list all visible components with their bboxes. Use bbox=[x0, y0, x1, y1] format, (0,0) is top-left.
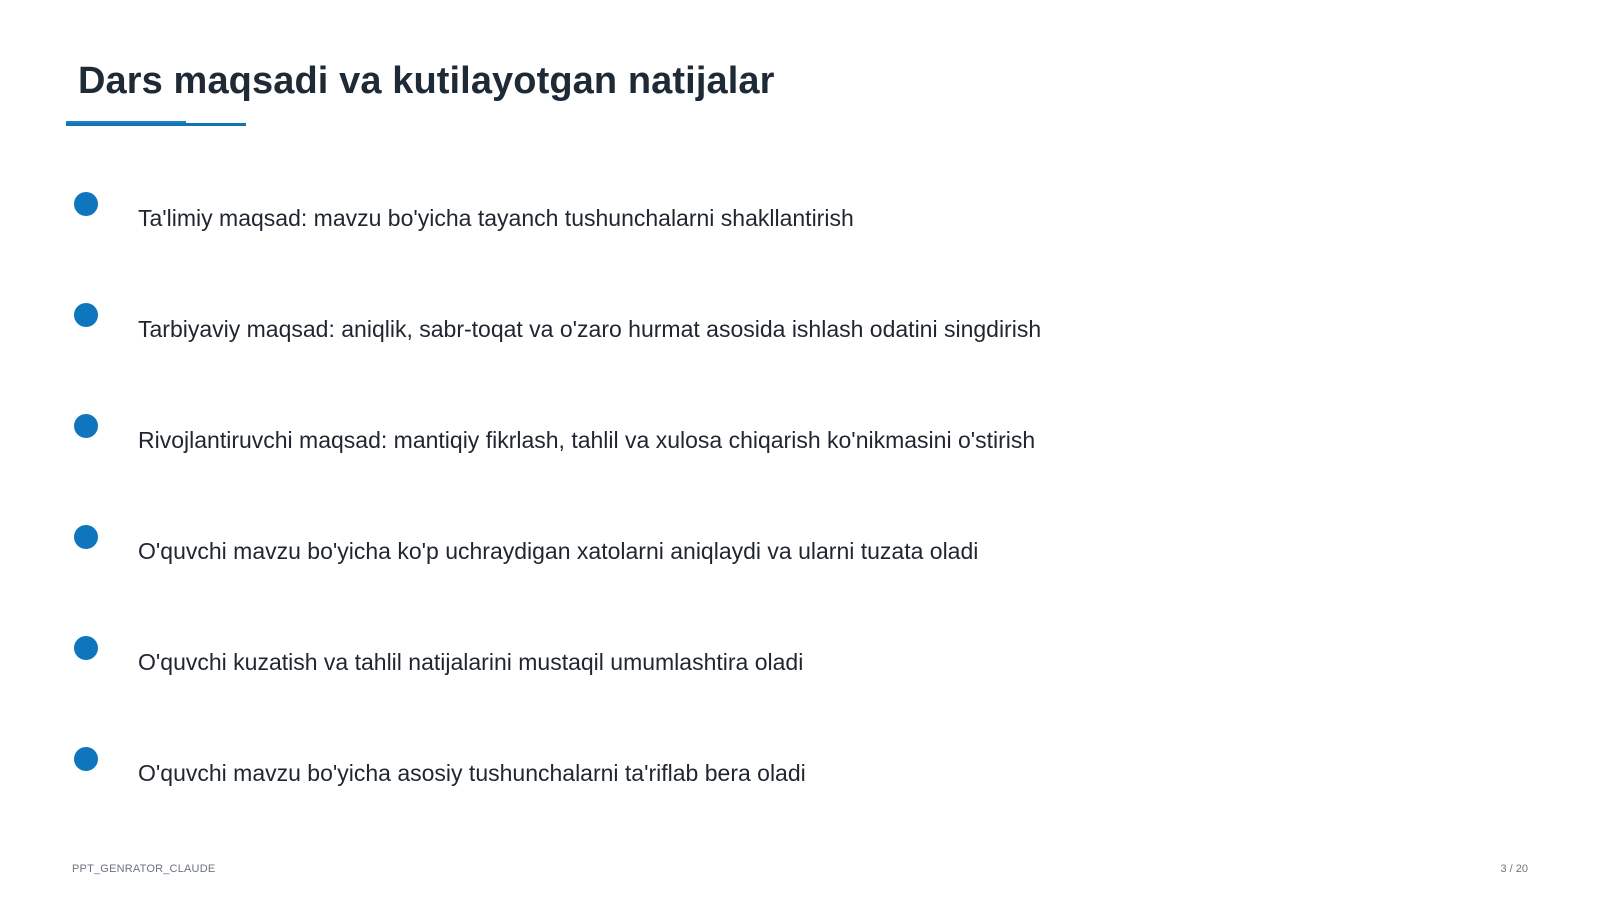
list-item bbox=[0, 525, 1500, 585]
list-item bbox=[0, 414, 1500, 474]
footer-source-label: PPT_GENRATOR_CLAUDE bbox=[72, 863, 216, 875]
list-item bbox=[0, 747, 1500, 807]
bullet-text: O'quvchi kuzatish va tahlil natijalarini mustaqil umumlashtira oladi bbox=[138, 649, 804, 675]
bullet-dot-icon bbox=[74, 636, 98, 660]
bullet-dot-icon bbox=[74, 414, 98, 438]
bullet-dot-icon bbox=[74, 525, 98, 549]
bullet-text: O'quvchi mavzu bo'yicha asosiy tushunchalarni ta'riflab bera oladi bbox=[138, 760, 806, 786]
list-item bbox=[0, 636, 1500, 696]
bullet-text: Rivojlantiruvchi maqsad: mantiqiy fikrlash, tahlil va xulosa chiqarish ko'nikmasini o'stirish bbox=[138, 427, 1036, 453]
list-item bbox=[0, 303, 1500, 363]
bullet-dot-icon bbox=[74, 303, 98, 327]
bullet-dot-icon bbox=[74, 747, 98, 771]
bullet-text: Ta'limiy maqsad: mavzu bo'yicha tayanch tushunchalarni shakllantirish bbox=[138, 205, 854, 231]
slide-title: Dars maqsadi va kutilayotgan natijalar bbox=[78, 60, 775, 102]
list-item bbox=[0, 192, 1500, 252]
page-indicator: 3 / 20 bbox=[1500, 863, 1528, 875]
bullet-dot-icon bbox=[74, 192, 98, 216]
bullet-text: O'quvchi mavzu bo'yicha ko'p uchraydigan xatolarni aniqlaydi va ularni tuzata oladi bbox=[138, 538, 979, 564]
bullet-text: Tarbiyaviy maqsad: aniqlik, sabr-toqat va o'zaro hurmat asosida ishlash odatini singdirish bbox=[138, 316, 1042, 342]
